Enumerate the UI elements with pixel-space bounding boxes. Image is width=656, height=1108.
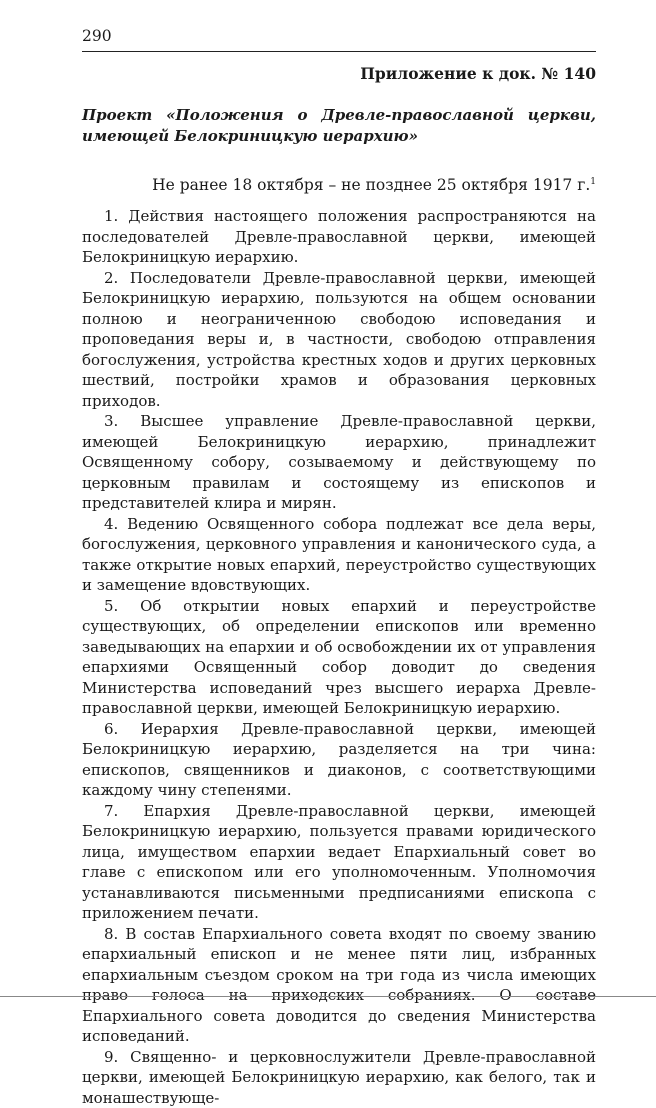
date-footnote-marker: 1: [590, 177, 596, 187]
appendix-label: Приложение к док. № 140: [360, 64, 596, 84]
paragraph-1: 1. Действия настоящего положения распространяются на последователей Древле-православной церкви, имеющей Белокриницкую иерархию.: [82, 206, 596, 268]
paragraph-8: 8. В состав Епархиального совета входят по своему званию епархиальный епископ и не менее пяти лиц, избранных епархиальным съездом сроком на три года из числа имеющих право голоса на приходских собраниях. О составе Епархиального совета доводится до сведения Министерства исповеданий.: [82, 924, 596, 1047]
paragraph-7: 7. Епархия Древле-православной церкви, имеющей Белокриницкую иерархию, пользуется правами юридического лица, имуществом епархии ведает Епархиальный совет во главе с епископом или его уполномоченным. Уполномочия устанавливаются письменными предписаниями епископа с приложением печати.: [82, 801, 596, 924]
date-text: Не ранее 18 октября – не позднее 25 октября 1917 г.: [152, 176, 590, 194]
header-rule: [82, 51, 596, 52]
document-title: Проект «Положения о Древле-православной церкви, имеющей Белокриницкую иерархию»: [82, 105, 596, 146]
paragraph-9: 9. Священно- и церковнослужители Древле-православной церкви, имеющей Белокриницкую иерархию, как белого, так и монашествующе-: [82, 1047, 596, 1108]
footer-rule: [0, 996, 656, 997]
paragraph-2: 2. Последователи Древле-православной церкви, имеющей Белокриницкую иерархию, пользуются на общем основании полною и неограниченною свободою исповедания и проповедания веры и, в частности, свободою отправления богослужения, устройства крестных ходов и других церковных шествий, постройки храмов и образования церковных приходов.: [82, 268, 596, 412]
date-line: [152, 175, 596, 195]
paragraph-6: 6. Иерархия Древле-православной церкви, имеющей Белокриницкую иерархию, разделяется на три чина: епископов, священников и диаконов, с соответствующими каждому чину степенями.: [82, 719, 596, 801]
page-number: 290: [82, 26, 112, 46]
paragraph-3: 3. Высшее управление Древле-православной церкви, имеющей Белокриницкую иерархию, принадлежит Освященному собору, созываемому и действующему по церковным правилам и состоящему из епископов и представителей клира и мирян.: [82, 411, 596, 514]
paragraph-5: 5. Об открытии новых епархий и переустройстве существующих, об определении епископов или временно заведывающих на епархии и об освобождении их от управления епархиями Освященный собор доводит до сведения Министерства исповеданий чрез высшего иерарха Древле-православной церкви, имеющей Белокриницкую иерархию.: [82, 596, 596, 719]
paragraph-4: 4. Ведению Освященного собора подлежат все дела веры, богослужения, церковного управления и канонического суда, а также открытие новых епархий, переустройство существующих и замещение вдовствующих.: [82, 514, 596, 596]
body-text: [82, 206, 596, 1108]
